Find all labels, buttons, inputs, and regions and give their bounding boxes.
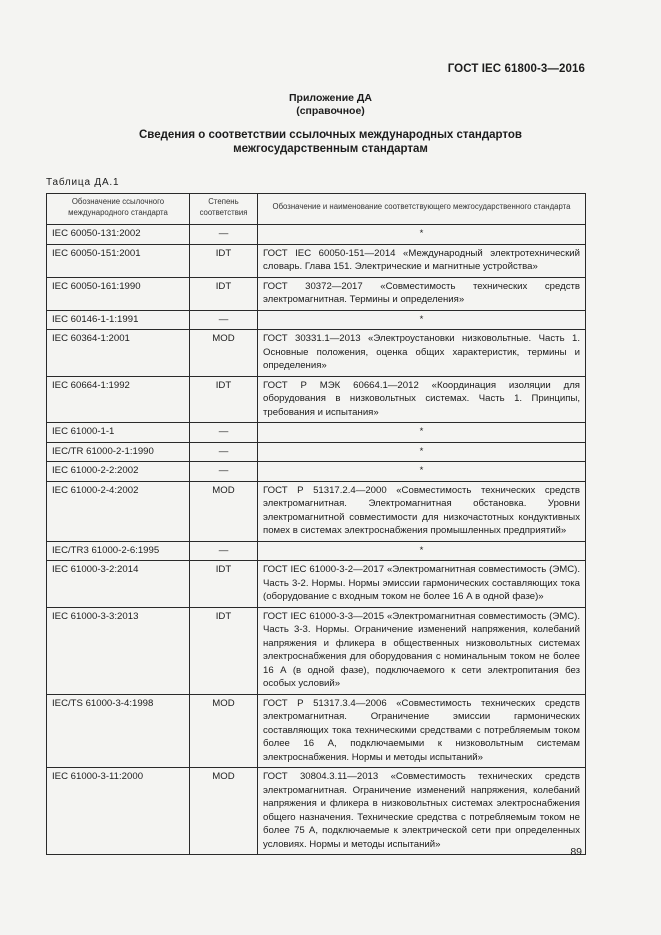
cell-degree: — — [190, 225, 258, 245]
table-row — [47, 768, 586, 855]
cell-degree: MOD — [190, 330, 258, 377]
table-row — [47, 225, 586, 245]
header-conformity-degree: Степень соответствия — [190, 194, 258, 225]
table-row — [47, 423, 586, 443]
table-row — [47, 462, 586, 482]
cell-description: ГОСТ IEC 61000-3-3—2015 «Электромагнитная совместимость (ЭМС). Часть 3-3. Нормы. Ограничение изменений напряжения, колебаний напряжения и фликера в общественных низковольтных системах электроснабжения для оборудования с номинальным током не более 16 А (в одной фазе), подключаемого к сети электропитания без особых условий» — [258, 607, 586, 694]
cell-standard: IEC 60664-1:1992 — [47, 376, 190, 423]
cell-description: ГОСТ 30331.1—2013 «Электроустановки низковольтные. Часть 1. Основные положения, оценка общих характеристик, термины и определения» — [258, 330, 586, 377]
cell-description: ГОСТ 30372—2017 «Совместимость технических средств электромагнитная. Термины и определения» — [258, 277, 586, 310]
cell-degree: — — [190, 462, 258, 482]
standard-code-header: ГОСТ IEC 61800-3—2016 — [447, 63, 585, 75]
table-row — [47, 561, 586, 608]
table-row — [47, 244, 586, 277]
table-row — [47, 277, 586, 310]
cell-standard: IEC 60050-151:2001 — [47, 244, 190, 277]
cell-standard: IEC 60050-131:2002 — [47, 225, 190, 245]
cell-standard: IEC 61000-3-11:2000 — [47, 768, 190, 855]
cell-degree: — — [190, 541, 258, 561]
cell-description: * — [258, 225, 586, 245]
cell-degree: IDT — [190, 277, 258, 310]
cell-degree: IDT — [190, 561, 258, 608]
table-row — [47, 481, 586, 541]
cell-degree: IDT — [190, 376, 258, 423]
cell-degree: MOD — [190, 768, 258, 855]
cell-degree: MOD — [190, 481, 258, 541]
cell-description: ГОСТ IEC 60050-151—2014 «Международный электротехнический словарь. Глава 151. Электрические и магнитные устройства» — [258, 244, 586, 277]
header-international-standard: Обозначение ссылочного международного стандарта — [47, 194, 190, 225]
annex-heading — [0, 92, 661, 118]
table-row — [47, 694, 586, 768]
cell-standard: IEC 60146-1-1:1991 — [47, 310, 190, 330]
cell-degree: IDT — [190, 244, 258, 277]
cell-standard: IEC 61000-2-4:2002 — [47, 481, 190, 541]
cell-standard: IEC 61000-3-2:2014 — [47, 561, 190, 608]
cell-degree: IDT — [190, 607, 258, 694]
page-number: 89 — [570, 846, 582, 858]
cell-standard: IEC 60364-1:2001 — [47, 330, 190, 377]
cell-description: ГОСТ IEC 61000-3-2—2017 «Электромагнитная совместимость (ЭМС). Часть 3-2. Нормы. Нормы эмиссии гармонических составляющих тока (оборудование с входным током не более 16 А в одной фазе)» — [258, 561, 586, 608]
table-row — [47, 376, 586, 423]
header-interstate-standard: Обозначение и наименование соответствующего межгосударственного стандарта — [258, 194, 586, 225]
cell-description: * — [258, 541, 586, 561]
table-row — [47, 607, 586, 694]
table-caption: Таблица ДА.1 — [46, 177, 120, 188]
cell-standard: IEC 60050-161:1990 — [47, 277, 190, 310]
cell-degree: — — [190, 310, 258, 330]
cell-standard: IEC 61000-3-3:2013 — [47, 607, 190, 694]
standards-table — [46, 193, 586, 855]
cell-degree: — — [190, 442, 258, 462]
cell-degree: — — [190, 423, 258, 443]
cell-standard: IEC/TR3 61000-2-6:1995 — [47, 541, 190, 561]
cell-description: * — [258, 462, 586, 482]
cell-standard: IEC 61000-1-1 — [47, 423, 190, 443]
cell-description: * — [258, 442, 586, 462]
annex-title: Приложение ДА — [289, 92, 372, 104]
section-title-line-1: Сведения о соответствии ссылочных международных стандартов — [138, 129, 522, 141]
cell-standard: IEC/TR 61000-2-1:1990 — [47, 442, 190, 462]
cell-standard: IEC 61000-2-2:2002 — [47, 462, 190, 482]
cell-degree: MOD — [190, 694, 258, 768]
table-row — [47, 541, 586, 561]
table-row — [47, 442, 586, 462]
cell-description: * — [258, 423, 586, 443]
cell-description: ГОСТ Р МЭК 60664.1—2012 «Координация изоляции для оборудования в низковольтных системах. Часть 1. Принципы, требования и испытания» — [258, 376, 586, 423]
table-row — [47, 310, 586, 330]
cell-standard: IEC/TS 61000-3-4:1998 — [47, 694, 190, 768]
section-title — [0, 128, 661, 156]
cell-description: ГОСТ 30804.3.11—2013 «Совместимость технических средств электромагнитная. Ограничение изменений напряжения, колебаний напряжения и фликера в низковольтных системах электроснабжения общего назначения. Технические средства с потребляемым током не более 75 А, подключаемые к электрической сети при определенных условиях. Нормы и методы испытаний» — [258, 768, 586, 855]
table-row — [47, 330, 586, 377]
cell-description: ГОСТ Р 51317.2.4—2000 «Совместимость технических средств электромагнитная. Электромагнитная обстановка. Уровни электромагнитной совместимости для низкочастотных кондуктивных помех в системах электроснабжения промышленных предприятий» — [258, 481, 586, 541]
annex-subtitle: (справочное) — [296, 105, 365, 117]
cell-description: ГОСТ Р 51317.3.4—2006 «Совместимость технических средств электромагнитная. Ограничение эмиссии гармонических составляющих тока техническими средствами с потребляемым током более 16 А, подключаемыми к низковольтным системам электроснабжения. Нормы и методы испытаний» — [258, 694, 586, 768]
cell-description: * — [258, 310, 586, 330]
table-header-row — [47, 194, 586, 225]
section-title-line-2: межгосударственным стандартам — [233, 143, 428, 155]
